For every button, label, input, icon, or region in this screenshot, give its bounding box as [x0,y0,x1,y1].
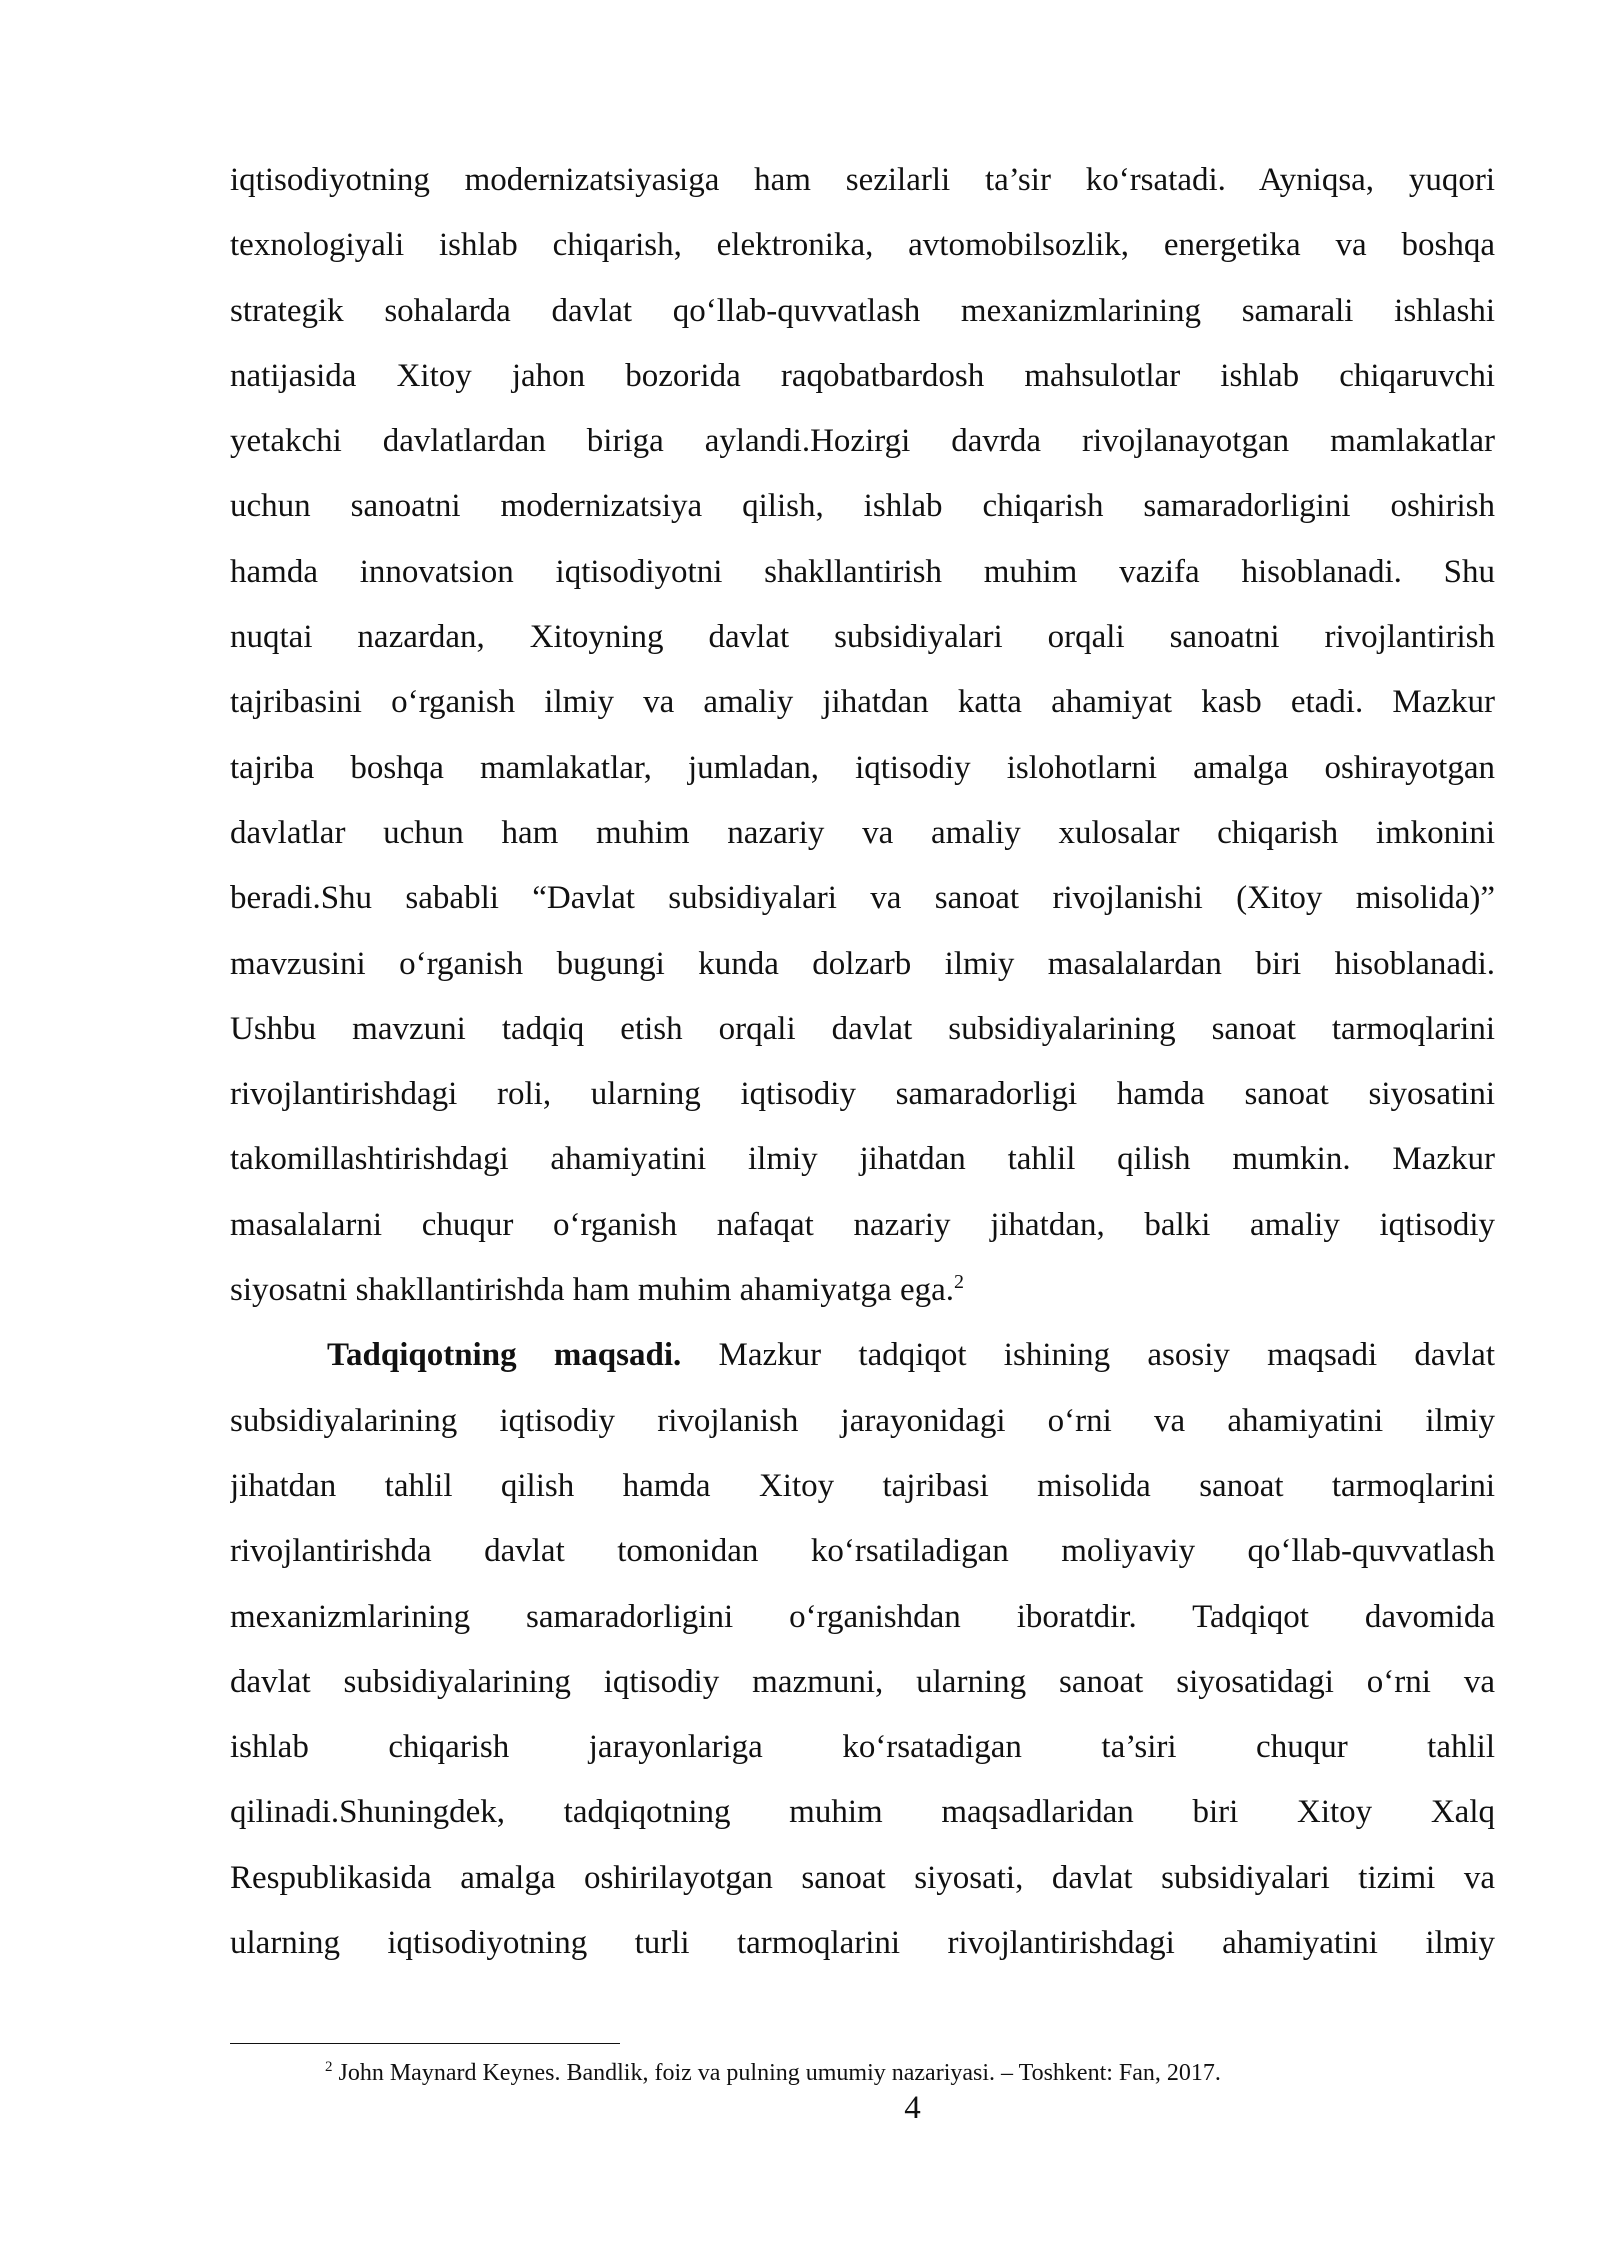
text-line: tajriba boshqa mamlakatlar, jumladan, iqtisodiy islohotlarni amalga oshirayotgan [230,749,1495,786]
text-line: texnologiyali ishlab chiqarish, elektronika, avtomobilsozlik, energetika va boshqa [230,227,1495,264]
text-line-first [230,1323,1495,1388]
last-line-text: siyosatni shakllantirishda ham muhim ahamiyatga ega. [230,1272,955,1309]
text-line: Ushbu mavzuni tadqiq etish orqali davlat subsidiyalarining sanoat tarmoqlarini [230,1010,1495,1047]
footnote [325,2058,1221,2088]
text-line: Respublikasida amalga oshirilayotgan sanoat siyosati, davlat subsidiyalari tizimi va [230,1859,1495,1896]
text-line: qilinadi.Shuningdek, tadqiqotning muhim maqsadlaridan biri Xitoy Xalq [230,1794,1495,1831]
text-line: mavzusini o‘rganish bugungi kunda dolzarb ilmiy masalalardan biri hisoblanadi. [230,945,1495,982]
text-line: yetakchi davlatlardan biriga aylandi.Hozirgi davrda rivojlanayotgan mamlakatlar [230,423,1495,460]
text-line: ularning iqtisodiyotning turli tarmoqlarini rivojlantirishdagi ahamiyatini ilmiy [230,1925,1495,1962]
text-line: takomillashtirishdagi ahamiyatini ilmiy jihatdan tahlil qilish mumkin. Mazkur [230,1141,1495,1178]
text-line: iqtisodiyotning modernizatsiyasiga ham sezilarli ta’sir ko‘rsatadi. Ayniqsa, yuqori [230,162,1495,198]
text-line: subsidiyalarining iqtisodiy rivojlanish jarayonidagi o‘rni va ahamiyatini ilmiy [230,1402,1495,1439]
text-line: strategik sohalarda davlat qo‘llab-quvvatlash mexanizmlarining samarali ishlashi [230,292,1495,329]
text-line: hamda innovatsion iqtisodiyotni shakllantirish muhim vazifa hisoblanadi. Shu [230,553,1495,590]
first-line-text: Mazkur tadqiqot ishining asosiy maqsadi davlat [681,1337,1495,1374]
page-number: 4 [904,2090,921,2126]
document-page [230,148,1495,1976]
text-line: beradi.Shu sababli “Davlat subsidiyalari va sanoat rivojlanishi (Xitoy misolida)” [230,880,1495,917]
section-heading: Tadqiqotning maqsadi. [327,1337,682,1374]
text-line: uchun sanoatni modernizatsiya qilish, ishlab chiqarish samaradorligini oshirish [230,488,1495,525]
text-line: ishlab chiqarish jarayonlariga ko‘rsatadigan ta’siri chuqur tahlil [230,1729,1495,1766]
footnote-reference[interactable]: 2 [954,1271,965,1294]
text-line: nuqtai nazardan, Xitoyning davlat subsidiyalari orqali sanoatni rivojlantirish [230,619,1495,656]
text-line: jihatdan tahlil qilish hamda Xitoy tajribasi misolida sanoat tarmoqlarini [230,1467,1495,1504]
text-line: davlatlar uchun ham muhim nazariy va amaliy xulosalar chiqarish imkonini [230,814,1495,851]
footnote-text: John Maynard Keynes. Bandlik, foiz va pulning umumiy nazariyasi. – Toshkent: Fan, 2017. [332,2060,1221,2086]
paragraph-context [230,148,1495,1323]
footnote-number: 2 [325,2059,333,2075]
paragraph-research-goal [230,1323,1495,1976]
text-line: mexanizmlarining samaradorligini o‘rganishdan iboratdir. Tadqiqot davomida [230,1598,1495,1635]
text-line: davlat subsidiyalarining iqtisodiy mazmuni, ularning sanoat siyosatidagi o‘rni va [230,1663,1495,1700]
text-line: masalalarni chuqur o‘rganish nafaqat nazariy jihatdan, balki amaliy iqtisodiy [230,1206,1495,1243]
text-line: tajribasini o‘rganish ilmiy va amaliy jihatdan katta ahamiyat kasb etadi. Mazkur [230,684,1495,721]
footnote-separator [230,2043,620,2044]
text-line: rivojlantirishda davlat tomonidan ko‘rsatiladigan moliyaviy qo‘llab-quvvatlash [230,1533,1495,1570]
text-line-last [230,1258,1495,1323]
text-line: rivojlantirishdagi roli, ularning iqtisodiy samaradorligi hamda sanoat siyosatini [230,1076,1495,1113]
text-line: natijasida Xitoy jahon bozorida raqobatbardosh mahsulotlar ishlab chiqaruvchi [230,357,1495,394]
